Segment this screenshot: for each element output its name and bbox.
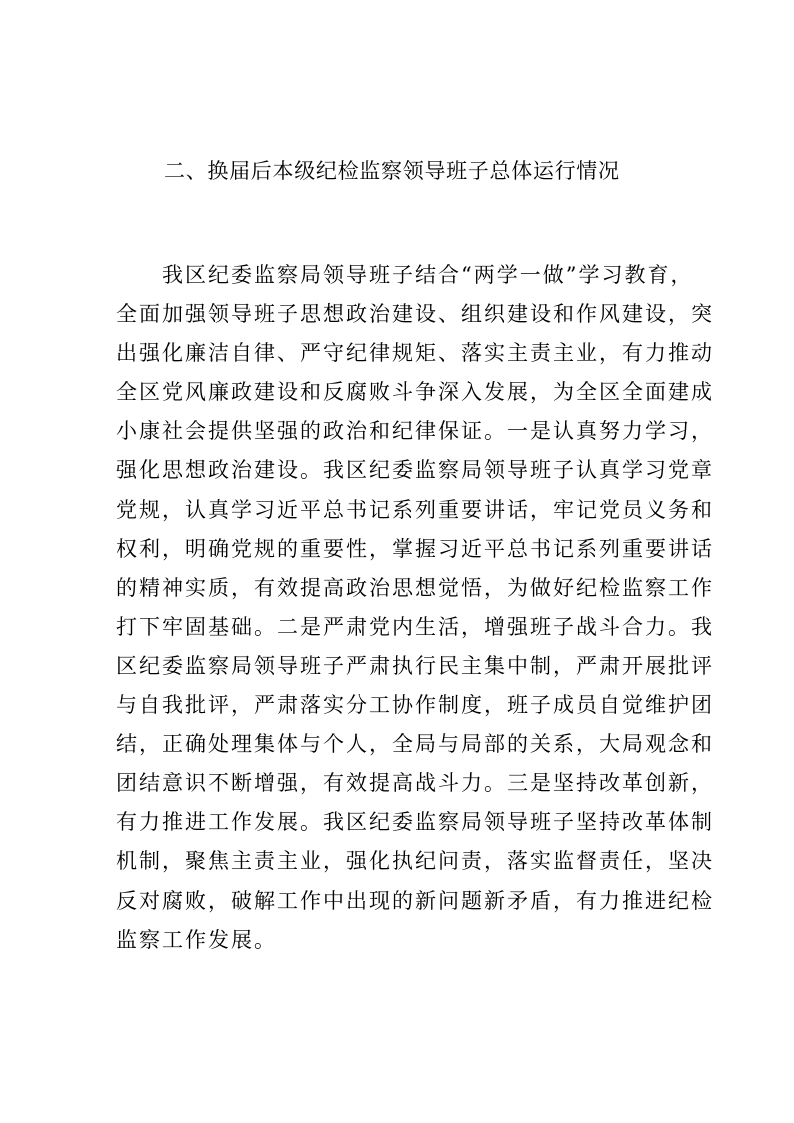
paragraph-line: 出强化廉洁自律、严守纪律规矩、落实主责主业，有力推动	[116, 341, 714, 366]
paragraph-line: 与自我批评，严肃落实分工协作制度，班子成员自觉维护团	[116, 693, 714, 718]
paragraph-line: 机制，聚焦主责主业，强化执纪问责，落实监督责任，坚决	[116, 849, 714, 874]
paragraph-line: 全面加强领导班子思想政治建设、组织建设和作风建设，突	[116, 302, 714, 327]
paragraph-line: 小康社会提供坚强的政治和纪律保证。一是认真努力学习，	[116, 419, 714, 444]
paragraph-line: 的精神实质，有效提高政治思想觉悟，为做好纪检监察工作	[116, 575, 714, 600]
paragraph-line: 打下牢固基础。二是严肃党内生活，增强班子战斗合力。我	[116, 614, 714, 639]
paragraph-line: 强化思想政治建设。我区纪委监察局领导班子认真学习党章	[116, 458, 714, 483]
paragraph-line: 团结意识不断增强，有效提高战斗力。三是坚持改革创新，	[116, 771, 714, 796]
paragraph-line: 全区党风廉政建设和反腐败斗争深入发展，为全区全面建成	[116, 380, 714, 405]
body-paragraph	[116, 256, 714, 960]
paragraph-line: 区纪委监察局领导班子严肃执行民主集中制，严肃开展批评	[116, 653, 714, 678]
paragraph-line: 有力推进工作发展。我区纪委监察局领导班子坚持改革体制	[116, 810, 714, 835]
paragraph-line: 我区纪委监察局领导班子结合“两学一做”学习教育，	[162, 263, 694, 287]
section-heading: 二、换届后本级纪检监察领导班子总体运行情况	[164, 159, 620, 183]
paragraph-line: 权利，明确党规的重要性，掌握习近平总书记系列重要讲话	[116, 536, 714, 561]
paragraph-line: 反对腐败，破解工作中出现的新问题新矛盾，有力推进纪检	[116, 888, 714, 913]
paragraph-line: 监察工作发展。	[116, 927, 277, 952]
paragraph-line: 党规，认真学习近平总书记系列重要讲话，牢记党员义务和	[116, 497, 714, 522]
paragraph-line: 结，正确处理集体与个人，全局与局部的关系，大局观念和	[116, 732, 714, 757]
